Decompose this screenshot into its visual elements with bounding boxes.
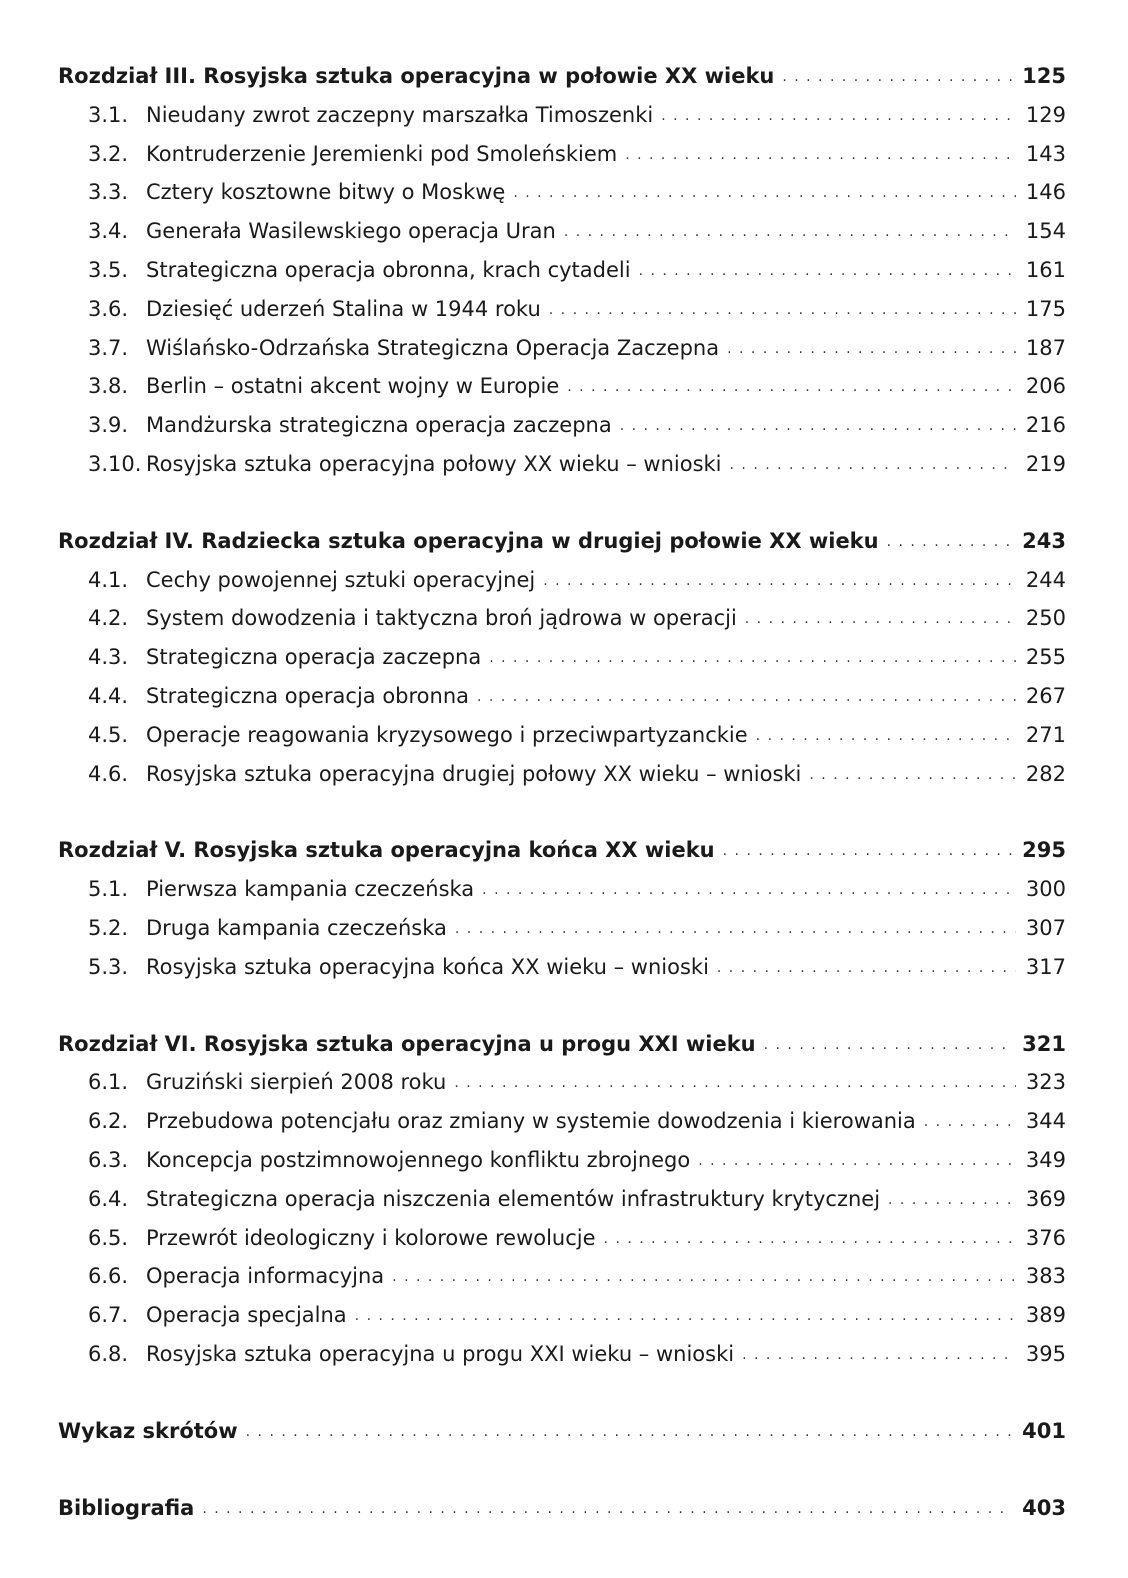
- entry-title: Rozdział VI. Rosyjska sztuka operacyjna u progu XXI wieku: [58, 1031, 756, 1056]
- dot-leader: [809, 767, 1016, 783]
- section-number: 5.3.: [88, 954, 129, 979]
- section-title: Mandżurska strategiczna operacja zaczepna: [146, 413, 612, 438]
- dot-leader: [355, 1308, 1016, 1324]
- page-number: 267: [1025, 683, 1066, 708]
- page-number: 395: [1025, 1341, 1066, 1366]
- section-title: Generała Wasilewskiego operacja Uran: [146, 219, 556, 244]
- section-title: Przewrót ideologiczny i kolorowe rewolucje: [146, 1225, 596, 1250]
- dot-leader: [454, 1075, 1016, 1091]
- chapter-block: [58, 64, 1066, 491]
- section-number: 6.3.: [88, 1147, 129, 1172]
- back-matter-entry: [58, 1419, 1066, 1458]
- section-title: Gruziński sierpień 2008 roku: [146, 1070, 447, 1095]
- page-number: 295: [1022, 838, 1066, 863]
- dot-leader: [477, 689, 1016, 705]
- page-number: 271: [1025, 722, 1066, 747]
- section-number: 6.2.: [88, 1109, 129, 1134]
- section-number: 6.8.: [88, 1341, 129, 1366]
- dot-leader: [620, 418, 1016, 434]
- page-number: 389: [1025, 1303, 1066, 1328]
- toc-entry: [58, 1070, 1066, 1109]
- page-number: 369: [1025, 1186, 1066, 1211]
- toc-entry: [58, 606, 1066, 645]
- spacer: [58, 800, 1066, 838]
- section-title: Koncepcja postzimnowojennego konfliktu zbrojnego: [146, 1147, 691, 1172]
- section-title: Pierwsza kampania czeczeńska: [146, 877, 475, 902]
- page-number: 321: [1022, 1031, 1066, 1056]
- section-title: Operacja specjalna: [146, 1303, 347, 1328]
- toc-entry: [58, 219, 1066, 258]
- page-number: 401: [1022, 1418, 1066, 1443]
- page-number: 255: [1025, 645, 1066, 670]
- toc-entry: [58, 1264, 1066, 1303]
- entry-title: Rozdział III. Rosyjska sztuka operacyjna w połowie XX wieku: [58, 64, 775, 88]
- page-number: 244: [1025, 567, 1066, 592]
- section-title: Cztery kosztowne bitwy o Moskwę: [146, 180, 506, 205]
- page-number: 349: [1025, 1147, 1066, 1172]
- section-title: Strategiczna operacja zaczepna: [146, 645, 482, 670]
- dot-leader: [727, 341, 1016, 357]
- toc-entry: [58, 258, 1066, 297]
- section-title: Wiślańsko-Odrzańska Strategiczna Operacja Zaczepna: [146, 335, 720, 360]
- section-title: Rosyjska sztuka operacyjna drugiej połowy XX wieku – wnioski: [146, 761, 802, 786]
- spacer: [58, 994, 1066, 1032]
- entry-title: Bibliografia: [58, 1495, 195, 1520]
- chapter-heading: [58, 529, 1066, 568]
- dot-leader: [567, 379, 1016, 395]
- section-number: 6.4.: [88, 1186, 129, 1211]
- page-number: 344: [1025, 1109, 1066, 1134]
- toc-entry: [58, 452, 1066, 491]
- toc-entry: [58, 180, 1066, 219]
- page-number: 282: [1025, 761, 1066, 786]
- chapter-heading: [58, 838, 1066, 877]
- page-number: 175: [1025, 296, 1066, 321]
- dot-leader: [924, 1114, 1016, 1130]
- section-title: Kontruderzenie Jeremienki pod Smoleńskiem: [146, 141, 618, 166]
- dot-leader: [392, 1269, 1016, 1285]
- dot-leader: [549, 302, 1016, 318]
- page-number: 307: [1025, 915, 1066, 940]
- chapter-block: [58, 838, 1066, 993]
- toc-entry: [58, 645, 1066, 684]
- dot-leader: [756, 728, 1016, 744]
- toc-entry: [58, 916, 1066, 955]
- page-number: 143: [1025, 141, 1066, 166]
- section-title: Nieudany zwrot zaczepny marszałka Timoszenki: [146, 102, 654, 127]
- dot-leader: [513, 185, 1016, 201]
- section-number: 6.1.: [88, 1070, 129, 1095]
- toc-entry: [58, 684, 1066, 723]
- dot-leader: [661, 108, 1016, 124]
- dot-leader: [698, 1153, 1016, 1169]
- toc-entry: [58, 723, 1066, 762]
- dot-leader: [639, 263, 1016, 279]
- page-number: 317: [1025, 954, 1066, 979]
- chapter-block: [58, 1032, 1066, 1381]
- chapter-block: [58, 529, 1066, 801]
- dot-leader: [782, 69, 1012, 85]
- dot-leader: [717, 960, 1016, 976]
- page-number: 216: [1025, 413, 1066, 438]
- dot-leader: [489, 650, 1016, 666]
- section-number: 5.1.: [88, 877, 129, 902]
- chapter-heading: [58, 64, 1066, 103]
- section-number: 3.10.: [88, 451, 142, 476]
- section-title: Operacje reagowania kryzysowego i przeciwpartyzanckie: [146, 722, 748, 747]
- entry-title: Rozdział IV. Radziecka sztuka operacyjna w drugiej połowie XX wieku: [58, 528, 879, 553]
- page-number: 146: [1025, 180, 1066, 205]
- section-number: 4.4.: [88, 683, 129, 708]
- toc-entry: [58, 1226, 1066, 1265]
- toc-entry: [58, 955, 1066, 994]
- dot-leader: [730, 457, 1016, 473]
- section-title: Rosyjska sztuka operacyjna u progu XXI wieku – wnioski: [146, 1341, 735, 1366]
- chapter-heading: [58, 1032, 1066, 1071]
- page-number: 250: [1025, 606, 1066, 631]
- toc-entry: [58, 568, 1066, 607]
- section-title: Strategiczna operacja niszczenia elementów infrastruktury krytycznej: [146, 1186, 881, 1211]
- page-number: 206: [1025, 374, 1066, 399]
- toc-entry: [58, 413, 1066, 452]
- entry-title: Rozdział V. Rosyjska sztuka operacyjna końca XX wieku: [58, 838, 715, 863]
- page-number: 187: [1025, 335, 1066, 360]
- toc-entry: [58, 142, 1066, 181]
- dot-leader: [888, 1192, 1016, 1208]
- toc-entry: [58, 1303, 1066, 1342]
- section-number: 6.7.: [88, 1303, 129, 1328]
- dot-leader: [482, 882, 1016, 898]
- dot-leader: [604, 1231, 1016, 1247]
- dot-leader: [564, 224, 1016, 240]
- section-number: 3.5.: [88, 257, 129, 282]
- toc-entry: [58, 336, 1066, 375]
- section-number: 4.6.: [88, 761, 129, 786]
- section-title: Druga kampania czeczeńska: [146, 915, 447, 940]
- toc-entry: [58, 1109, 1066, 1148]
- dot-leader: [455, 921, 1016, 937]
- section-title: Berlin – ostatni akcent wojny w Europie: [146, 374, 560, 399]
- page-number: 129: [1025, 102, 1066, 127]
- back-matter-entry: [58, 1496, 1066, 1535]
- page-number: 161: [1025, 257, 1066, 282]
- entry-title: Wykaz skrótów: [58, 1418, 238, 1443]
- toc-entry: [58, 1187, 1066, 1226]
- table-of-contents: [58, 64, 1066, 1534]
- page-number: 154: [1025, 219, 1066, 244]
- section-title: System dowodzenia i taktyczna broń jądrowa w operacji: [146, 606, 737, 631]
- section-title: Strategiczna operacja obronna: [146, 683, 470, 708]
- toc-entry: [58, 877, 1066, 916]
- dot-leader: [745, 611, 1016, 627]
- toc-entry: [58, 1342, 1066, 1381]
- dot-leader: [202, 1501, 1012, 1517]
- toc-entry: [58, 762, 1066, 801]
- section-number: 3.4.: [88, 219, 129, 244]
- toc-entry: [58, 297, 1066, 336]
- dot-leader: [543, 573, 1016, 589]
- section-number: 4.5.: [88, 722, 129, 747]
- section-number: 4.1.: [88, 567, 129, 592]
- dot-leader: [246, 1424, 1013, 1440]
- section-title: Przebudowa potencjału oraz zmiany w systemie dowodzenia i kierowania: [146, 1109, 916, 1134]
- section-number: 3.9.: [88, 413, 129, 438]
- dot-leader: [887, 534, 1013, 550]
- spacer: [58, 491, 1066, 529]
- page-number: 403: [1022, 1495, 1066, 1520]
- section-number: 3.2.: [88, 141, 129, 166]
- dot-leader: [742, 1347, 1016, 1363]
- page-number: 323: [1025, 1070, 1066, 1095]
- section-title: Cechy powojennej sztuki operacyjnej: [146, 567, 536, 592]
- spacer: [58, 1381, 1066, 1419]
- dot-leader: [764, 1037, 1013, 1053]
- page-number: 125: [1022, 64, 1066, 88]
- section-number: 3.3.: [88, 180, 129, 205]
- dot-leader: [625, 147, 1016, 163]
- section-number: 6.5.: [88, 1225, 129, 1250]
- dot-leader: [723, 843, 1013, 859]
- section-number: 3.6.: [88, 296, 129, 321]
- section-title: Operacja informacyjna: [146, 1264, 385, 1289]
- toc-entry: [58, 1148, 1066, 1187]
- page-number: 243: [1022, 528, 1066, 553]
- section-number: 6.6.: [88, 1264, 129, 1289]
- section-number: 3.8.: [88, 374, 129, 399]
- section-number: 3.7.: [88, 335, 129, 360]
- section-title: Rosyjska sztuka operacyjna połowy XX wieku – wnioski: [146, 451, 722, 476]
- toc-entry: [58, 374, 1066, 413]
- section-title: Strategiczna operacja obronna, krach cytadeli: [146, 257, 631, 282]
- section-title: Dziesięć uderzeń Stalina w 1944 roku: [146, 296, 541, 321]
- section-number: 5.2.: [88, 915, 129, 940]
- page-number: 383: [1025, 1264, 1066, 1289]
- spacer: [58, 1458, 1066, 1496]
- toc-entry: [58, 103, 1066, 142]
- page-number: 376: [1025, 1225, 1066, 1250]
- section-number: 4.2.: [88, 606, 129, 631]
- section-number: 4.3.: [88, 645, 129, 670]
- page-number: 300: [1025, 877, 1066, 902]
- section-title: Rosyjska sztuka operacyjna końca XX wieku – wnioski: [146, 954, 709, 979]
- page-number: 219: [1025, 451, 1066, 476]
- section-number: 3.1.: [88, 102, 129, 127]
